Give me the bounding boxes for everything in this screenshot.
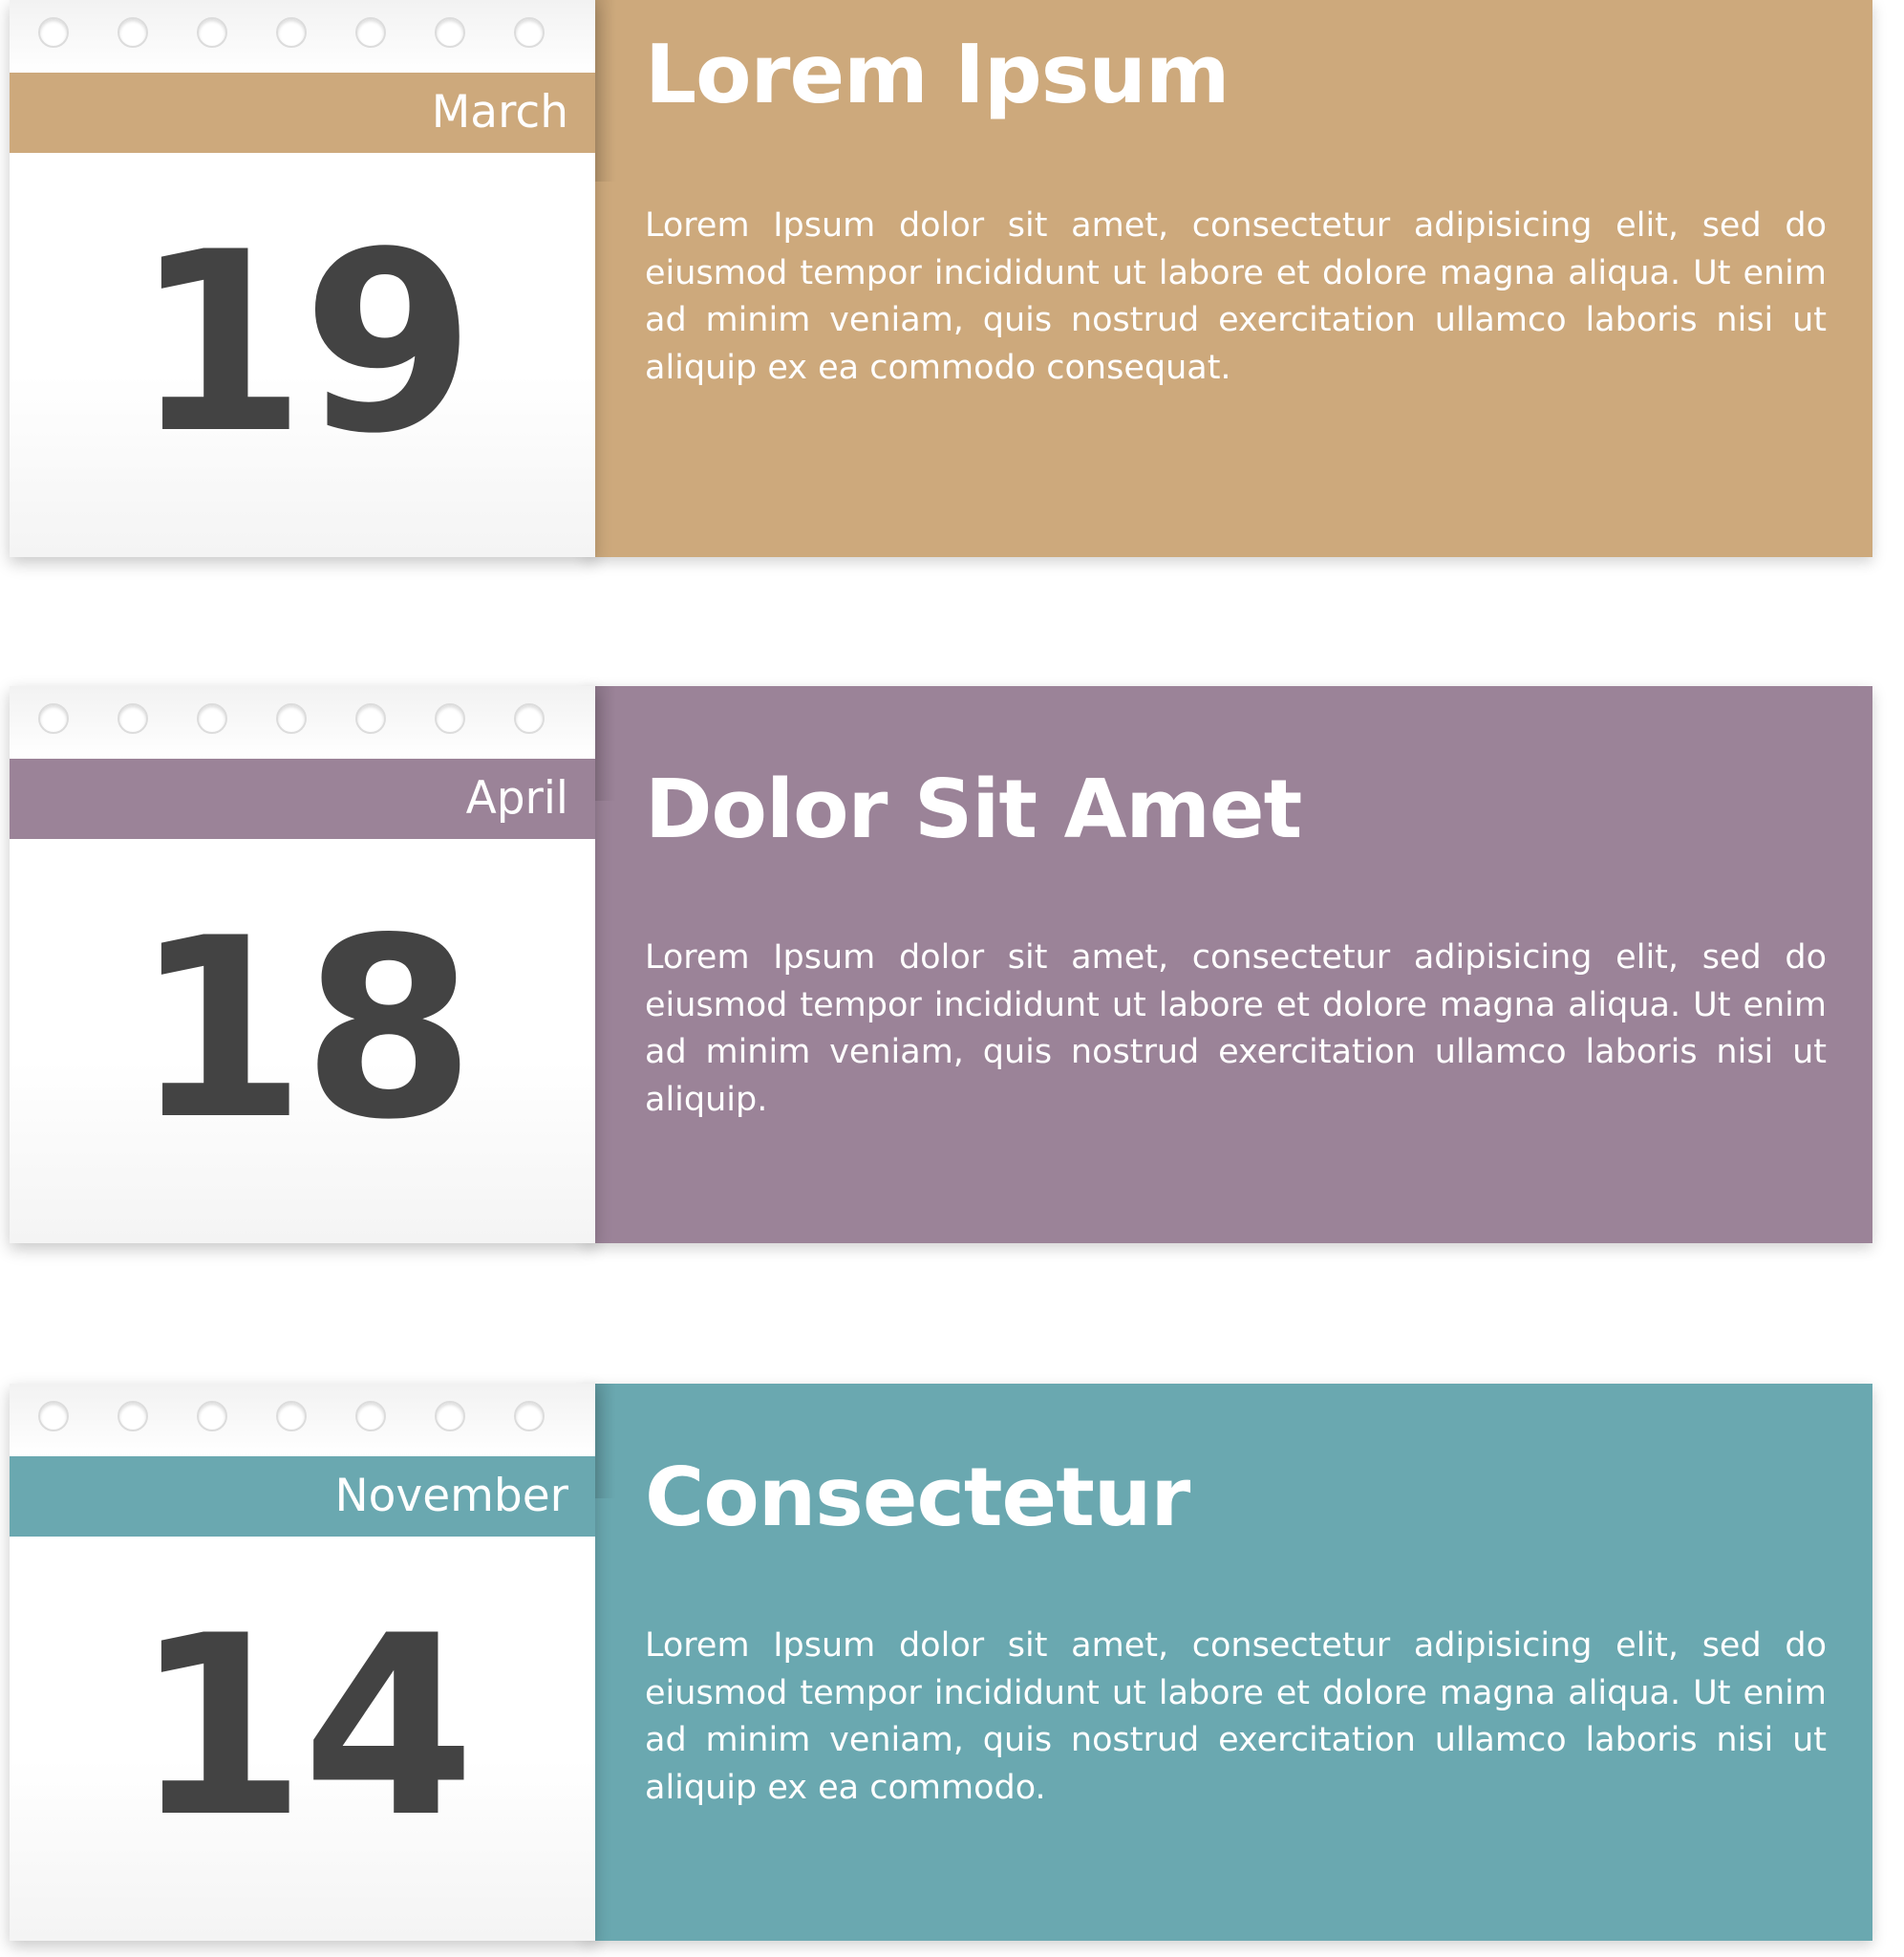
content-panel (586, 686, 1872, 1243)
ring-hole-icon (38, 703, 69, 734)
panel-body-text: Lorem Ipsum dolor sit amet, consectetur adipisicing elit, sed do eiusmod tempor incididunt ut labore et dolore magna aliqua. Ut enim ad minim veniam, quis nostrud exercitation ullamco laboris nisi ut aliquip ex ea commodo consequat. (645, 206, 1827, 388)
panel-body-text: Lorem Ipsum dolor sit amet, consectetur adipisicing elit, sed do eiusmod tempor incididunt ut labore et dolore magna aliqua. Ut enim ad minim veniam, quis nostrud exercitation ullamco laboris nisi ut aliquip ex ea commodo. (645, 1626, 1827, 1808)
calendar-month-label: April (10, 759, 595, 839)
calendar-card (10, 1384, 595, 1941)
ring-hole-icon (435, 703, 465, 734)
ring-hole-icon (276, 17, 307, 48)
panel-body-text: Lorem Ipsum dolor sit amet, consectetur adipisicing elit, sed do eiusmod tempor incididunt ut labore et dolore magna aliqua. Ut enim ad minim veniam, quis nostrud exercitation ullamco laboris nisi ut aliquip. (645, 938, 1827, 1120)
ring-hole-icon (38, 17, 69, 48)
calendar-banner (0, 686, 1872, 1243)
calendar-month-label: November (10, 1456, 595, 1537)
content-panel (586, 1384, 1872, 1941)
panel-title: Dolor Sit Amet (645, 763, 1302, 857)
ring-hole-icon (197, 17, 227, 48)
calendar-day-number: 18 (10, 839, 595, 1243)
calendar-binding-strip (10, 1384, 595, 1456)
calendar-banner (0, 0, 1872, 557)
calendar-day-number: 14 (10, 1537, 595, 1941)
calendar-binding-strip (10, 0, 595, 73)
ring-hole-icon (514, 703, 545, 734)
ring-hole-icon (197, 703, 227, 734)
ring-hole-icon (197, 1401, 227, 1431)
ring-hole-icon (514, 17, 545, 48)
ring-hole-icon (118, 17, 148, 48)
ring-hole-icon (118, 1401, 148, 1431)
calendar-rings (10, 703, 595, 736)
ring-hole-icon (276, 703, 307, 734)
ring-hole-icon (118, 703, 148, 734)
calendar-rings (10, 17, 595, 50)
ring-hole-icon (276, 1401, 307, 1431)
ring-hole-icon (435, 1401, 465, 1431)
content-panel (586, 0, 1872, 557)
ring-hole-icon (355, 1401, 386, 1431)
ring-hole-icon (355, 703, 386, 734)
calendar-card (10, 0, 595, 557)
calendar-rings (10, 1401, 595, 1433)
ring-hole-icon (355, 17, 386, 48)
panel-title: Consectetur (645, 1451, 1190, 1545)
ring-hole-icon (514, 1401, 545, 1431)
calendar-banner (0, 1384, 1872, 1941)
panel-title: Lorem Ipsum (645, 28, 1230, 122)
calendar-day-number: 19 (10, 153, 595, 557)
ring-hole-icon (38, 1401, 69, 1431)
calendar-month-label: March (10, 73, 595, 153)
ring-hole-icon (435, 17, 465, 48)
calendar-binding-strip (10, 686, 595, 759)
calendar-card (10, 686, 595, 1243)
